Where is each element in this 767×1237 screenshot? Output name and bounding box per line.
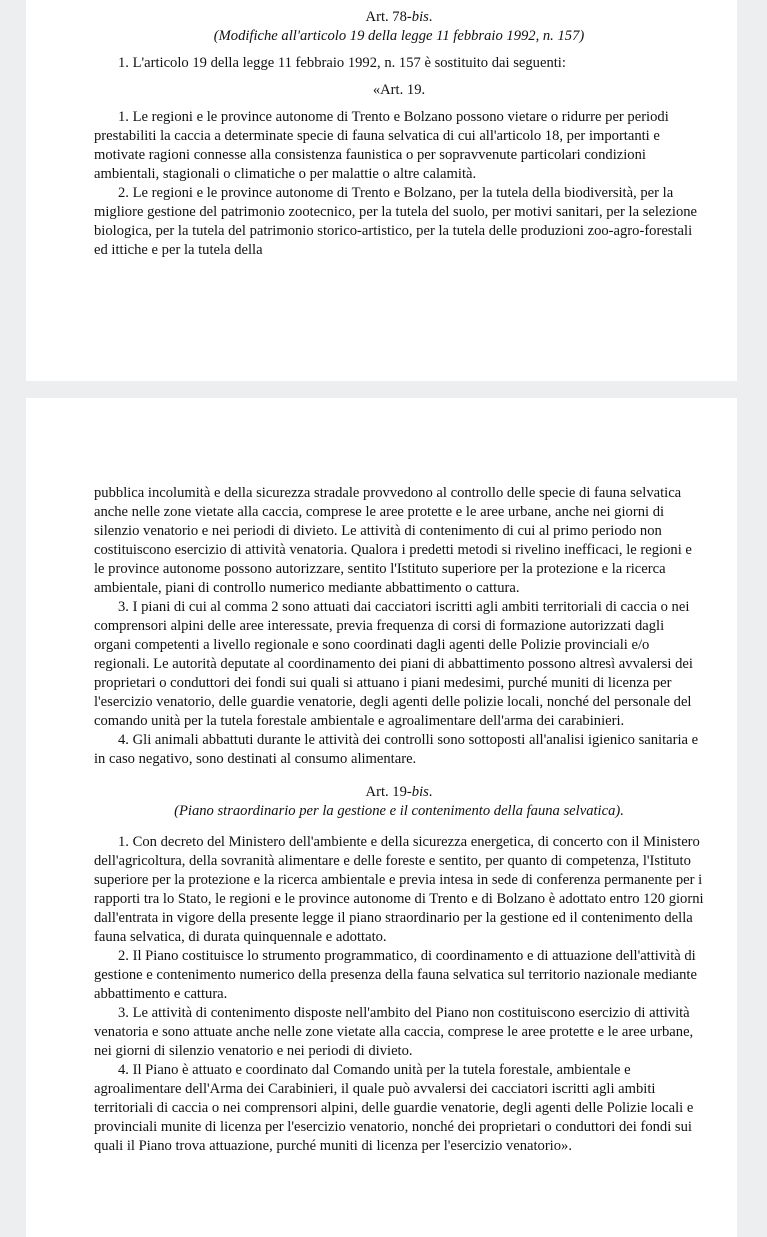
article-19-bis-paragraph-3: 3. Le attività di contenimento disposte nell'ambito del Piano non costituiscono esercizio di attività venatoria e sono attuate anche nelle zone vietate alla caccia, comprese le aree protette e le aree urbane, nei giorni di silenzio venatorio e nei periodi di divieto. [94, 1005, 694, 1059]
page-2-text [94, 484, 704, 1156]
article-19-paragraph-2-continued: pubblica incolumità e della sicurezza stradale provvedono al controllo delle specie di fauna selvatica anche nelle zone vietate alla caccia, comprese le aree protette e le aree urbane, anche nei giorni di silenzio venatorio e nei periodi di divieto. Le attività di contenimento di cui al primo periodo non costituiscono esercizio di attività venatoria. Qualora i predetti metodi si rivelino inefficaci, le regioni e le province autonome possono autorizzare, sentito l'Istituto superiore per la protezione e la ricerca ambientale, piani di controllo numerico mediante abbattimento o cattura. [94, 485, 692, 596]
article-78-bis-heading [94, 8, 704, 27]
article-19-paragraph-1: 1. Le regioni e le province autonome di Trento e Bolzano possono vietare o ridurre per periodi prestabiliti la caccia a determinate specie di fauna selvatica di cui all'articolo 18, per importanti e motivate ragioni connesse alla consistenza faunistica o per sopravvenute particolari condizioni ambientali, stagionali o climatiche o per malattie o altre calamità. [94, 109, 669, 182]
article-19-bis-heading-end: . [428, 784, 433, 800]
document-page-1 [26, 0, 737, 381]
article-19-paragraph-3: 3. I piani di cui al comma 2 sono attuati dai cacciatori iscritti agli ambiti territoriali di caccia o nei comprensori alpini delle aree interessate, previa frequenza di corsi di formazione autorizzati dagli organi competenti a livello regionale e sono coordinati dagli agenti delle Polizie provinciali e/o regionali. Le autorità deputate al coordinamento dei piani di abbattimento possono altresì avvalersi dei proprietari o conduttori dei fondi sui quali si attuano i piani medesimi, purché muniti di licenza per l'esercizio venatorio, delle guardie venatorie, degli agenti delle polizie locali, nonché del personale del comando unità per la tutela forestale ambientale e agroalimentare dell'arma dei carabinieri. [94, 599, 693, 729]
article-19-bis-paragraph-4: 4. Il Piano è attuato e coordinato dal Comando unità per la tutela forestale, ambientale e agroalimentare dell'Arma dei Carabinieri, il quale può avvalersi dei cacciatori iscritti agli ambiti territoriali di caccia o nei comprensori alpini, delle guardie venatorie, degli agenti delle Polizie locali e provinciali munite di licenza per l'esercizio venatorio, nonché dei proprietari o conduttori dei fondi sui quali il Piano trova attuazione, purché muniti di licenza per l'esercizio venatorio». [94, 1062, 694, 1154]
page-1-text [94, 8, 704, 260]
article-19-bis-heading [94, 783, 704, 802]
article-78-bis-subheading: (Modifiche all'articolo 19 della legge 11 febbraio 1992, n. 157) [213, 28, 585, 44]
article-19-paragraph-4: 4. Gli animali abbattuti durante le attività dei controlli sono sottoposti all'analisi igienico sanitaria e in caso negativo, sono destinati al consumo alimentare. [94, 732, 699, 767]
intro-paragraph: 1. L'articolo 19 della legge 11 febbraio 1992, n. 157 è sostituito dai seguenti: [118, 55, 566, 71]
article-19-paragraph-2-start: 2. Le regioni e le province autonome di Trento e Bolzano, per la tutela della biodiversità, per la migliore gestione del patrimonio zootecnico, per la tutela del suolo, per motivi sanitari, per la selezione biologica, per la tutela del patrimonio storico-artistico, per la tutela delle produzioni zoo-agro-forestali ed ittiche e per la tutela della [94, 185, 698, 258]
article-19-bis-heading-suffix: bis [411, 784, 429, 800]
article-19-heading: «Art. 19. [372, 82, 426, 98]
article-heading-suffix: bis [411, 9, 429, 25]
article-19-bis-paragraph-1: 1. Con decreto del Ministero dell'ambiente e della sicurezza energetica, di concerto con il Ministero dell'agricoltura, della sovranità alimentare e delle foreste e sentito, per quanto di competenza, l'Istituto superiore per la protezione e la ricerca ambientale e previa intesa in sede di conferenza permanente per i rapporti tra lo Stato, le regioni e le province autonome di Trento e di Bolzano è adottato entro 120 giorni dall'entrata in vigore della presente legge il piano straordinario per la gestione ed il contenimento della fauna selvatica, di durata quinquennale e adottato. [94, 834, 704, 945]
article-heading-text: Art. 78- [365, 9, 412, 25]
article-heading-end: . [428, 9, 433, 25]
article-19-bis-subheading: (Piano straordinario per la gestione e il contenimento della fauna selvatica). [174, 803, 624, 819]
article-19-bis-heading-text: Art. 19- [365, 784, 412, 800]
article-19-bis-paragraph-2: 2. Il Piano costituisce lo strumento programmatico, di coordinamento e di attuazione dell'attività di gestione e contenimento numerico della presenza della fauna selvatica sul territorio nazionale mediante abbattimento e cattura. [94, 948, 697, 1002]
document-page-2 [26, 398, 737, 1237]
